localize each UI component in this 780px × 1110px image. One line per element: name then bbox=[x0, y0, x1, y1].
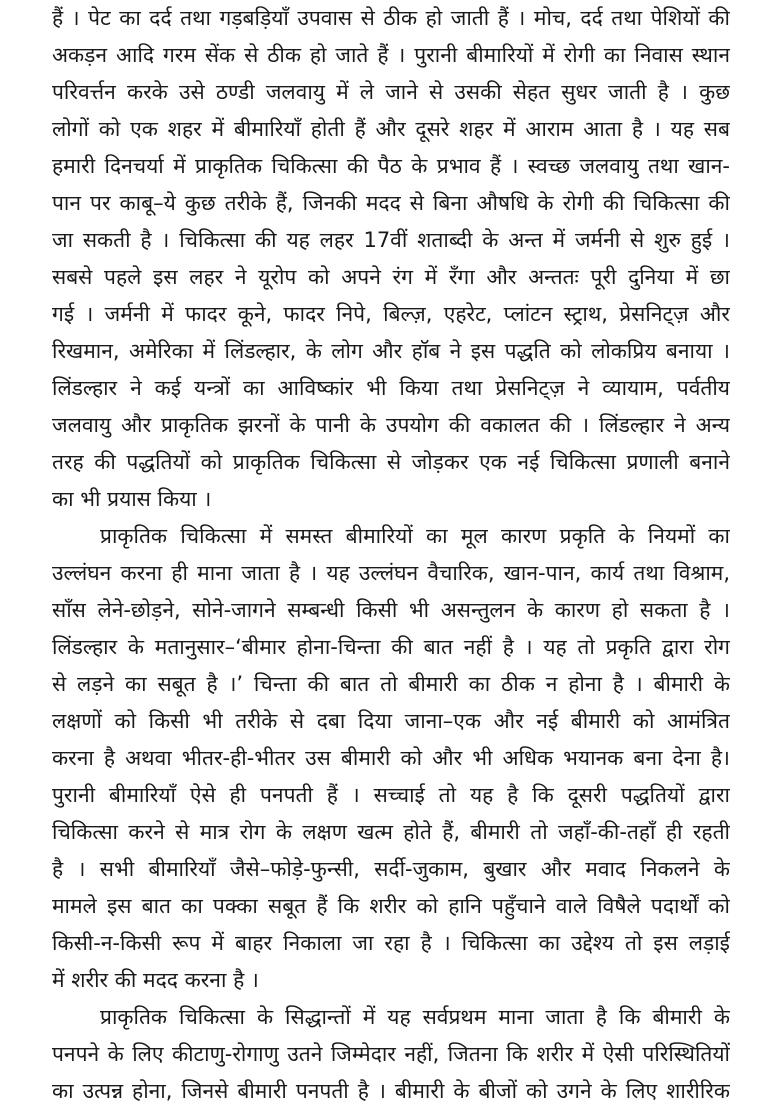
text-line: जा सकती है । चिकित्सा की यह लहर 17वीं शताब्दी के अन्त में जर्मनी से शुरु हुई । bbox=[52, 228, 730, 252]
document-page bbox=[52, 0, 730, 1110]
text-line: जलवायु और प्राकृतिक झरनों के पानी के उपयोग की वकालत की । लिंडल्हार ने अन्य bbox=[52, 413, 730, 437]
text-line: चिकित्सा करने से मात्र रोग के लक्षण खत्म होते हैं, बीमारी तो जहाँ-की-तहाँ ही रहती bbox=[52, 820, 730, 844]
text-line: अकड़न आदि गरम सेंक से ठीक हो जाते हैं । पुरानी बीमारियों में रोगी का निवास स्थान bbox=[52, 43, 730, 67]
text-line: किसी-न-किसी रूप में बाहर निकाला जा रहा है । चिकित्सा का उद्देश्य तो इस लड़ाई bbox=[52, 931, 730, 955]
text-line: परिवर्त्तन करके उसे ठण्डी जलवायु में ले जाने से उसकी सेहत सुधर जाती है । कुछ bbox=[52, 80, 730, 104]
text-line: लिंडल्हार ने कई यन्त्रों का आविष्कांर भी किया तथा प्रेसनिट्ज़ ने व्यायाम, पर्वतीय bbox=[52, 376, 730, 400]
text-line: हमारी दिनचर्या में प्राकृतिक चिकित्सा की पैठ के प्रभाव हैं । स्वच्छ जलवायु तथा खान- bbox=[52, 154, 730, 178]
text-line: करना है अथवा भीतर-ही-भीतर उस बीमारी को और भी अधिक भयानक बना देना है। bbox=[52, 746, 730, 770]
text-line: मामले इस बात का पक्का सबूत हैं कि शरीर को हानि पहुँचाने वाले विषैले पदार्थों को bbox=[52, 894, 730, 918]
paragraph-first-line: प्राकृतिक चिकित्सा में समस्त बीमारियों का मूल कारण प्रकृति के नियमों का bbox=[100, 524, 730, 548]
text-line: तरह की पद्धतियों को प्राकृतिक चिकित्सा से जोड़कर एक नई चिकित्सा प्रणाली बनाने bbox=[52, 450, 730, 474]
text-line: पुरानी बीमारियाँ ऐसे ही पनपती हैं । सच्चाई तो यह है कि दूसरी पद्धतियों द्वारा bbox=[52, 783, 730, 807]
text-line: लिंडल्हार के मतानुसार–‘बीमार होना-चिन्ता की बात नहीं है । यह तो प्रकृति द्वारा रोग bbox=[52, 635, 730, 659]
text-line: का भी प्रयास किया । bbox=[52, 487, 212, 511]
paragraph-first-line: प्राकृतिक चिकित्सा के सिद्धान्तों में यह सर्वप्रथम माना जाता है कि बीमारी के bbox=[100, 1005, 730, 1029]
text-line: पनपने के लिए कीटाणु-रोगाणु उतने जिम्मेदार नहीं, जितना कि शरीर में ऐसी परिस्थितियों bbox=[52, 1042, 730, 1066]
text-line: सबसे पहले इस लहर ने यूरोप को अपने रंग में रँगा और अन्ततः पूरी दुनिया में छा bbox=[52, 265, 730, 289]
text-line: रिखमान, अमेरिका में लिंडल्हार, के लोग और हॉब ने इस पद्धति को लोकप्रिय बनाया । bbox=[52, 339, 730, 363]
text-line: गई । जर्मनी में फादर कूने, फादर निपे, बिल्ज़, एहरेट, प्लांटन स्ट्राथ, प्रेसनिट्ज़ और bbox=[52, 302, 730, 326]
text-line: है । सभी बीमारियाँ जैसे–फोड़े-फुन्सी, सर्दी-जुकाम, बुखार और मवाद निकलने के bbox=[52, 857, 730, 881]
text-line: का उत्पन्न होना, जिनसे बीमारी पनपती है । बीमारी के बीजों को उगने के लिए शारीरिक bbox=[52, 1079, 730, 1103]
text-line: उल्लंघन करना ही माना जाता है । यह उल्लंघन वैचारिक, खान-पान, कार्य तथा विश्राम, bbox=[52, 561, 730, 585]
text-line: लोगों को एक शहर में बीमारियाँ होती हैं और दूसरे शहर में आराम आता है । यह सब bbox=[52, 117, 730, 141]
text-line: लक्षणों को किसी भी तरीके से दबा दिया जाना–एक और नई बीमारी को आमंत्रित bbox=[52, 709, 730, 733]
text-line: से लड़ने का सबूत है ।’ चिन्ता की बात तो बीमारी का ठीक न होना है । बीमारी के bbox=[52, 672, 730, 696]
text-line: साँस लेने-छोड़ने, सोने-जागने सम्बन्धी किसी भी असन्तुलन के कारण हो सकता है । bbox=[52, 598, 730, 622]
text-line: में शरीर की मदद करना है । bbox=[52, 968, 259, 992]
text-line: हैं । पेट का दर्द तथा गड़बड़ियाँ उपवास से ठीक हो जाती हैं । मोच, दर्द तथा पेशियों की bbox=[52, 6, 730, 30]
text-line: पान पर काबू–ये कुछ तरीके हैं, जिनकी मदद से बिना औषधि के रोगी की चिकित्सा की bbox=[52, 191, 730, 215]
